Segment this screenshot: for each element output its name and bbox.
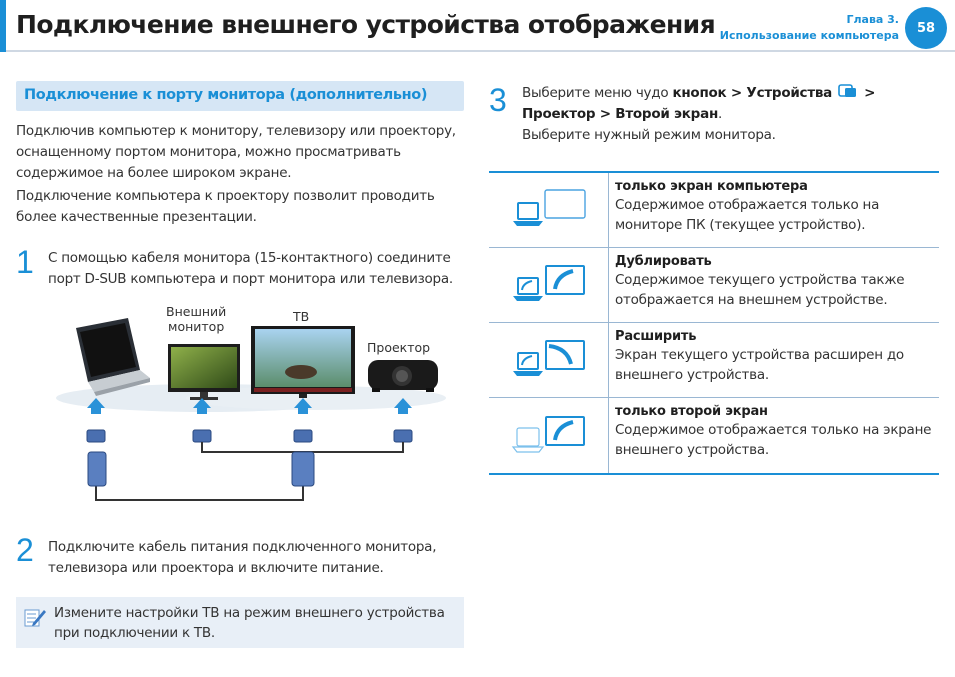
header-divider [6, 50, 955, 52]
duplicate-icon [509, 263, 589, 307]
pc-screen-only-icon [509, 188, 589, 232]
display-modes-table [489, 171, 939, 475]
intro-paragraph-1: Подключив компьютер к монитору, телевизору или проектору, оснащенному портом монитора, можно просматривать содержимое на более широком экране. [16, 123, 456, 181]
chapter-number: Глава 3. [846, 13, 899, 26]
mode-row-second-only [489, 398, 939, 473]
projector-icon [368, 360, 438, 392]
chapter-label [720, 12, 899, 44]
cable-connectors [88, 452, 314, 486]
extend-icon [509, 338, 589, 382]
page-number-badge: 58 [905, 7, 947, 49]
mode-description: Содержимое отображается только на мониторе ПК (текущее устройство). [615, 197, 880, 233]
projector-second-screen-path: Проектор > Второй экран [522, 106, 719, 122]
page-title: Подключение внешнего устройства отображения [16, 10, 716, 39]
mode-description: Содержимое отображается только на экране внешнего устройства. [615, 422, 932, 458]
mode-row-duplicate [489, 248, 939, 323]
monitor-cables [96, 442, 403, 500]
mode-title: Расширить [615, 329, 697, 344]
mode-title: только второй экран [615, 404, 768, 419]
step-2-text: Подключите кабель питания подключенного монитора, телевизора или проектора и включите питание. [48, 539, 437, 576]
header-accent-bar [0, 0, 6, 52]
laptop-icon [76, 318, 150, 396]
tv-label: ТВ [293, 309, 310, 324]
step-3-text: Выберите меню чудо кнопок > Устройства > Проектор > Второй экран. Выберите нужный режим монитора. [522, 85, 876, 143]
second-screen-only-icon [509, 414, 589, 458]
step-2-number: 2 [16, 532, 34, 568]
note-text: Измените настройки ТВ на режим внешнего устройства при подключении к ТВ. [54, 605, 445, 641]
connection-diagram [16, 300, 472, 515]
mode-title: Дублировать [615, 254, 712, 269]
charms-devices-path: кнопок > Устройства [672, 85, 833, 101]
devices-charm-icon [838, 83, 858, 99]
mode-description: Экран текущего устройства расширен до внешнего устройства. [615, 347, 904, 383]
step-1-number: 1 [16, 244, 34, 280]
step-3-number: 3 [489, 82, 507, 118]
note-box [16, 597, 464, 648]
monitor-label: Внешний монитор [166, 304, 227, 334]
tv-icon [251, 326, 355, 398]
mode-row-pc-only [489, 173, 939, 248]
mode-row-extend [489, 323, 939, 398]
mode-title: только экран компьютера [615, 179, 808, 194]
step-1-text: С помощью кабеля монитора (15-контактного) соедините порт D-SUB компьютера и порт монитора или телевизора. [48, 250, 453, 287]
external-monitor-icon [168, 344, 240, 400]
projector-label: Проектор [367, 340, 431, 355]
note-pencil-icon [22, 604, 48, 630]
intro-paragraph-2: Подключение компьютера к проектору позволит проводить более качественные презентации. [16, 188, 435, 225]
mode-description: Содержимое текущего устройства также отображается на внешнем устройстве. [615, 272, 905, 308]
dsub-ports [87, 430, 412, 442]
chapter-title: Использование компьютера [719, 29, 899, 42]
section-title: Подключение к порту монитора (дополнительно) [16, 81, 464, 111]
